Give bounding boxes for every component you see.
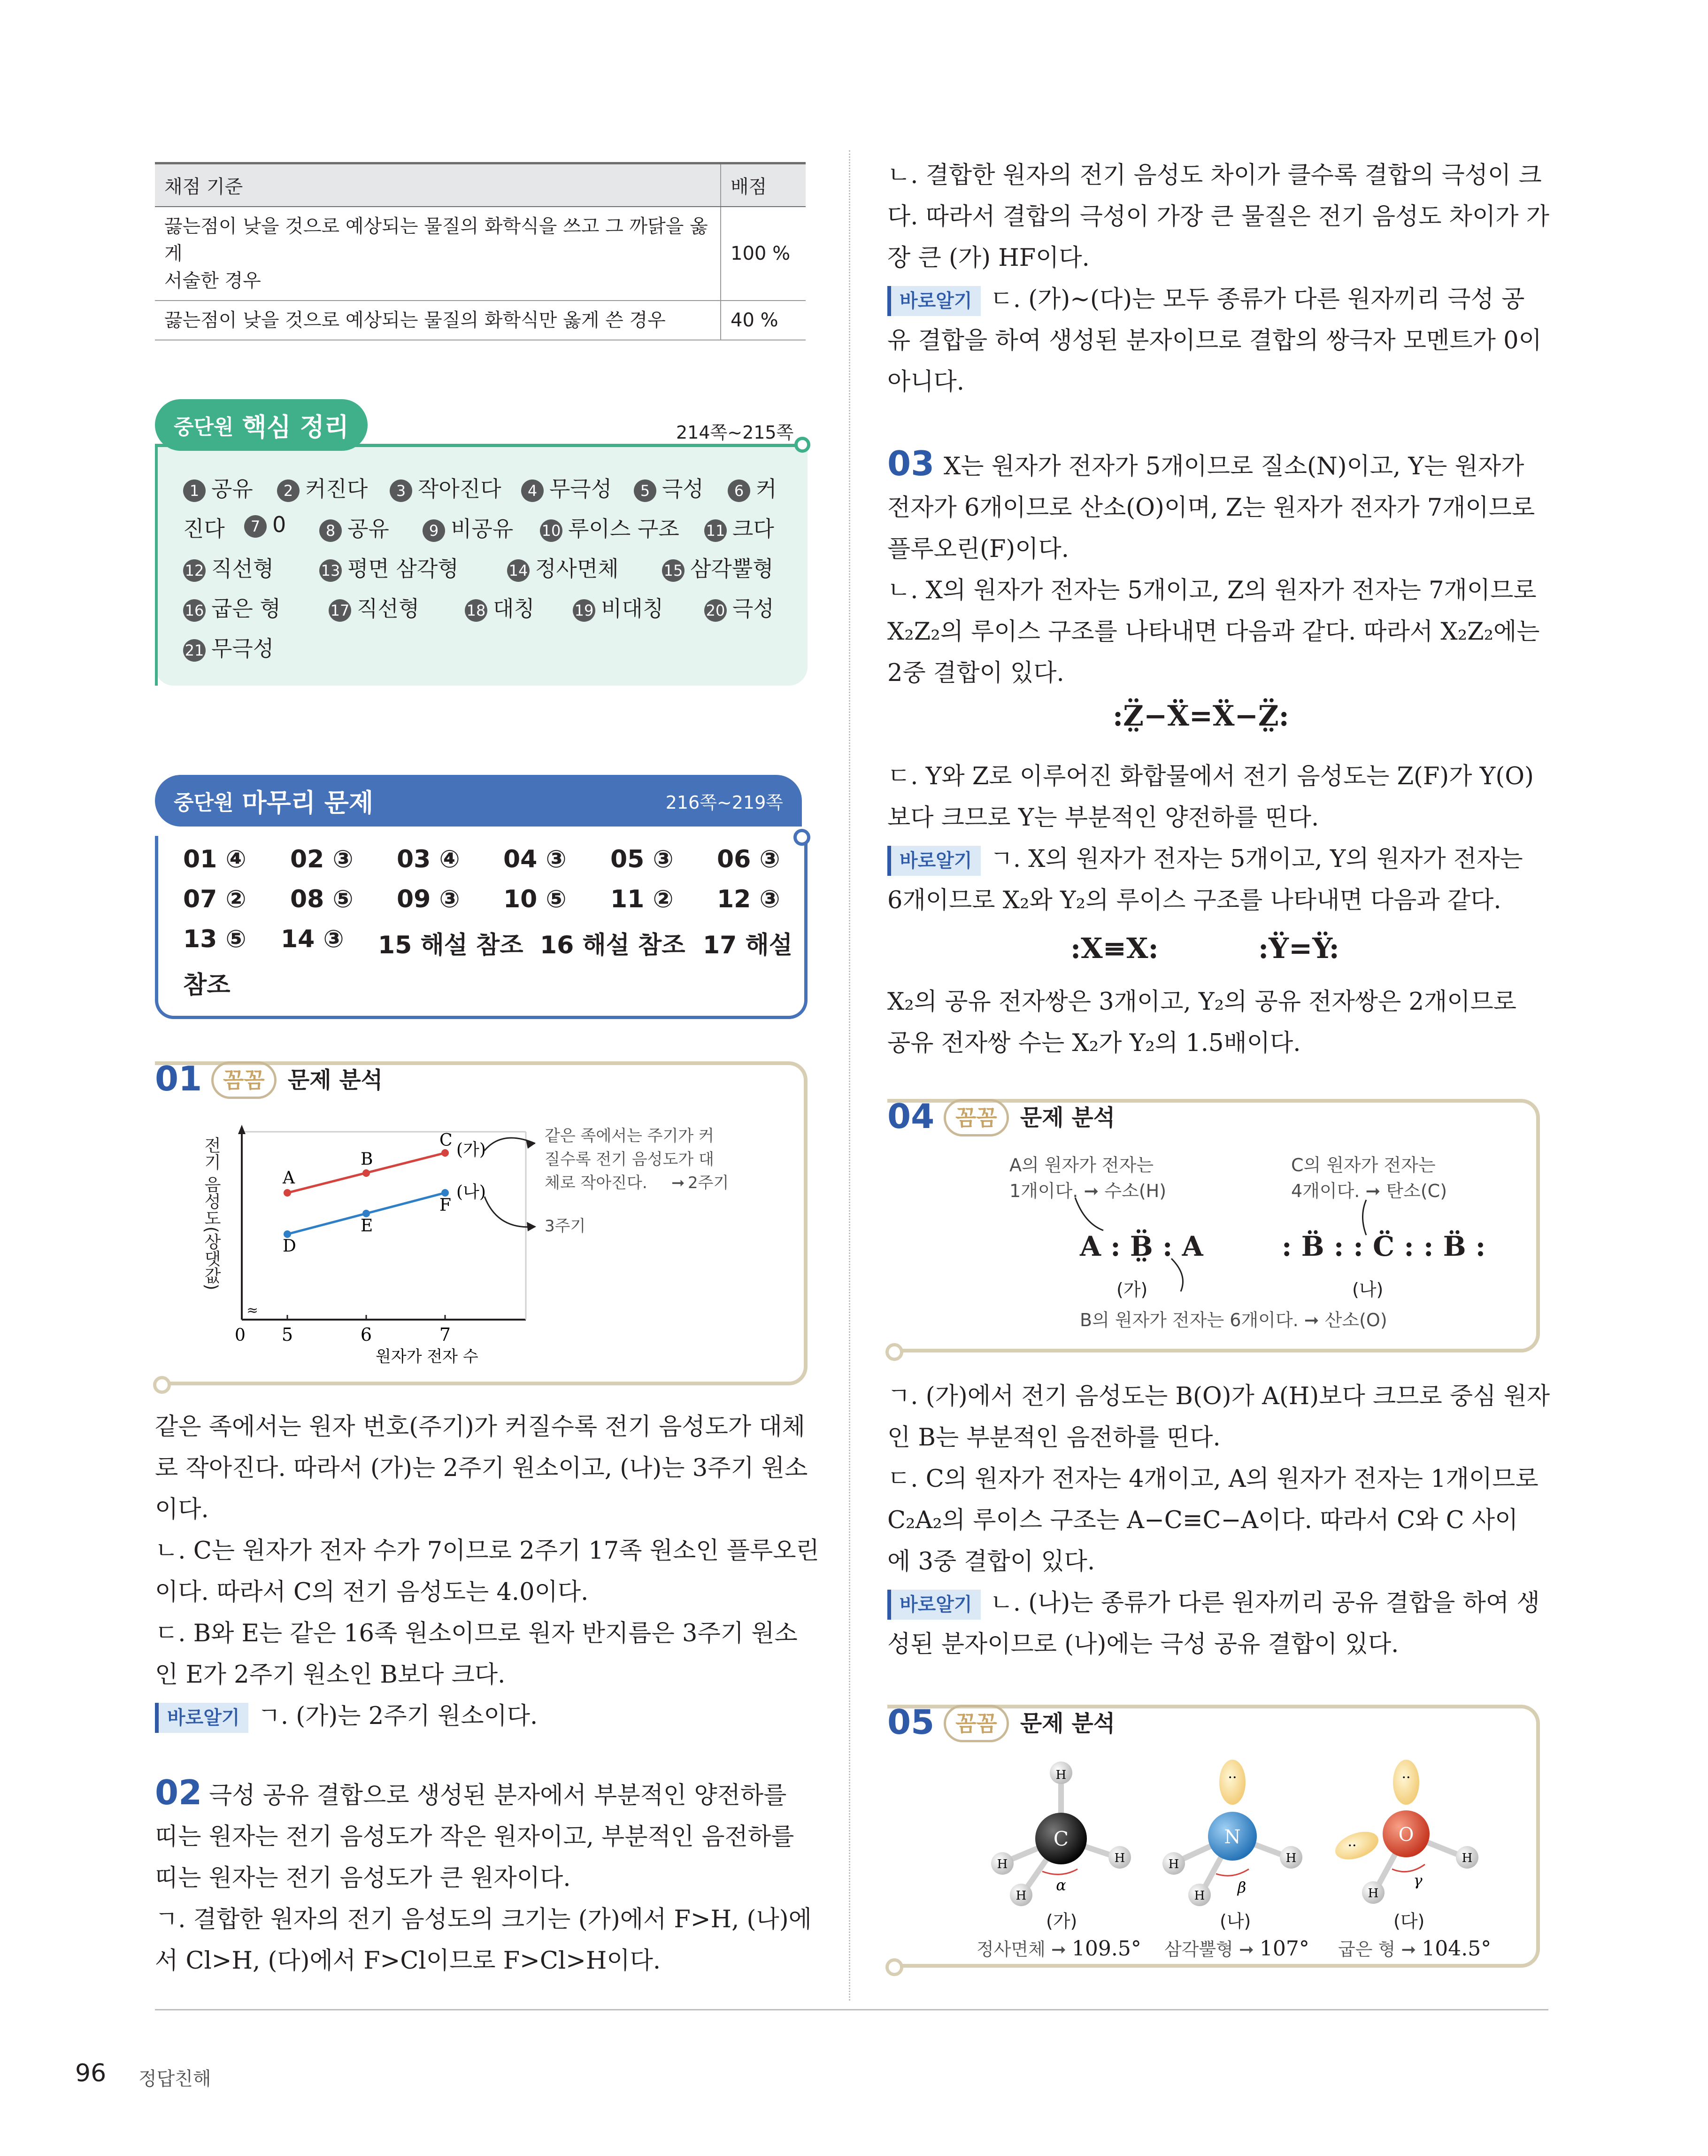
page-number: 96	[75, 2059, 107, 2087]
chart-y-label: 전기 음성도(상댓값)	[201, 1136, 221, 1291]
badge-text: ㄷ. (가)~(다)는 모두 종류가 다른 원자끼리 극성 공	[990, 286, 1525, 313]
atom-symbol: H	[1194, 1889, 1205, 1903]
summary-item: 4 무극성	[521, 472, 612, 503]
analysis-title: 문제 분석	[1020, 1105, 1116, 1131]
summary-item: 17 직선형	[329, 592, 419, 623]
number-badge: 11	[704, 519, 727, 542]
chart-note: 3주기	[545, 1217, 586, 1236]
arrow-glyph: ➞	[1051, 1939, 1066, 1960]
lone-pair	[1331, 1826, 1382, 1865]
summary-item: 7 0	[244, 512, 286, 538]
number-badge: 10	[540, 519, 562, 542]
analysis-header	[211, 1061, 383, 1099]
answer: 01 ④	[183, 845, 246, 873]
point-label: E	[361, 1216, 373, 1236]
text-line: 장 큰 (가) HF이다.	[887, 244, 1090, 272]
text-line: ㄴ. 결합한 원자의 전기 음성도 차이가 클수록 결합의 극성이 크	[887, 162, 1542, 189]
answer: 13 ⑤	[183, 925, 246, 953]
point-label: F	[439, 1196, 451, 1215]
answer: 16 해설 참조	[540, 931, 685, 959]
text-line: 공유 전자쌍 수는 X₂가 Y₂의 1.5배이다.	[887, 1029, 1301, 1057]
summary-item: 1 공유	[183, 472, 253, 503]
tag-title: 마무리 문제	[242, 788, 374, 818]
footer-title: 정답친해	[138, 2068, 211, 2090]
answer: 07 ②	[183, 885, 246, 913]
atom-symbol: N	[1224, 1826, 1241, 1848]
text-line: 아니다.	[887, 368, 965, 396]
number-badge: 4	[521, 479, 544, 502]
molecule-ga	[991, 1762, 1131, 1906]
summary-item: 8 공유	[319, 512, 389, 543]
answer: 15 해설 참조	[378, 931, 523, 959]
atom-symbol: O	[1398, 1824, 1414, 1846]
text-line	[887, 279, 1524, 320]
arrow-glyph: ➞	[1401, 1939, 1416, 1960]
electronegativity-chart	[197, 1122, 784, 1376]
summary-item: 12 직선형	[183, 552, 274, 583]
text-line: 6개이므로 X₂와 Y₂의 루이스 구조를 나타내면 다음과 같다.	[887, 887, 1501, 914]
number-badge: 9	[423, 519, 445, 542]
badge-text: ㄱ. X의 원자가 전자는 5개이고, Y의 원자가 전자는	[990, 845, 1523, 873]
analysis-header	[944, 1705, 1115, 1742]
molecule-label: (나)	[1220, 1911, 1251, 1932]
answer: 04 ③	[503, 845, 567, 873]
summary-tag	[155, 399, 368, 451]
chart-x-label: 원자가 전자 수	[376, 1347, 478, 1366]
answer: 09 ③	[397, 885, 460, 913]
text-line: X₂의 공유 전자쌍은 3개이고, Y₂의 공유 전자쌍은 2개이므로	[887, 988, 1517, 1016]
summary-item: 13 평면 삼각형	[319, 552, 459, 583]
arrow	[1075, 1198, 1103, 1230]
axis-break: ≈	[246, 1302, 259, 1319]
summary-rule-dot	[794, 437, 810, 453]
figure-note: B의 원자가 전자는 6개이다. ➞ 산소(O)	[1080, 1310, 1387, 1330]
number-badge: 18	[465, 599, 487, 622]
text-line: ㄴ. X의 원자가 전자는 5개이고, Z의 원자가 전자는 7개이므로	[887, 577, 1537, 604]
figure-note: 4개이다. ➞ 탄소(C)	[1291, 1181, 1447, 1201]
atom-symbol: H	[1114, 1851, 1125, 1865]
number-badge: 17	[329, 599, 351, 622]
angle-symbol: γ	[1413, 1871, 1423, 1889]
answer: 06 ③	[717, 845, 780, 873]
text-line: 보다 크므로 Y는 부분적인 양전하를 띤다.	[887, 804, 1319, 832]
molecule-label: (가)	[1046, 1911, 1077, 1932]
text-line: 다. 따라서 결합의 극성이 가장 큰 물질은 전기 음성도 차이가 가	[887, 203, 1549, 231]
question-number: 04	[887, 1097, 935, 1136]
point-B	[362, 1169, 370, 1177]
text-line: 인 E가 2주기 원소인 B보다 크다.	[155, 1661, 506, 1689]
lewis-structure: :Z̤̈−Ẍ=Ẍ−Z̤̈:	[1113, 700, 1289, 733]
table-cell-score: 40 %	[721, 301, 806, 340]
molecule-label: (나)	[1352, 1279, 1384, 1300]
angle-symbol: α	[1056, 1876, 1066, 1894]
tag-title: 핵심 정리	[242, 412, 349, 442]
arrow-glyph: ➞	[671, 1174, 685, 1192]
chart-note: 같은 족에서는 주기가 커	[545, 1127, 714, 1145]
kkomkkom-badge: 꼼꼼	[944, 1705, 1009, 1742]
text-line: 에 3중 결합이 있다.	[887, 1548, 1095, 1576]
summary-item: 5 극성	[634, 472, 704, 503]
text-line: ㄷ. C의 원자가 전자는 4개이고, A의 원자가 전자는 1개이므로	[887, 1465, 1539, 1493]
barro-algi-badge: 바로알기	[887, 1590, 981, 1620]
number-badge: 16	[183, 599, 206, 622]
point-label: C	[439, 1131, 453, 1150]
angle-symbol: β	[1237, 1878, 1246, 1896]
summary-item: 10 루이스 구조	[540, 512, 679, 543]
arrow	[1363, 1200, 1367, 1235]
text-line: X₂Z₂의 루이스 구조를 나타내면 다음과 같다. 따라서 X₂Z₂에는	[887, 618, 1540, 646]
lewis-structure: :Ÿ=Ÿ:	[1258, 932, 1339, 965]
text-line: ㄴ. C는 원자가 전자 수가 7이므로 2주기 17족 원소인 플루오린	[155, 1537, 819, 1565]
table-row	[155, 207, 806, 301]
text-line: 플루오린(F)이다.	[887, 535, 1069, 563]
text-line: 서 Cl>H, (다)에서 F>Cl이므로 F>Cl>H이다.	[155, 1947, 661, 1975]
barro-algi-badge: 바로알기	[887, 286, 981, 316]
number-badge: 2	[277, 479, 300, 502]
answer: 11 ②	[610, 885, 674, 913]
atom-symbol: C	[1053, 1827, 1069, 1850]
number-badge: 19	[573, 599, 595, 622]
number-badge: 8	[319, 519, 342, 542]
molecule-na	[1162, 1760, 1302, 1906]
summary-item: 3 작아진다	[390, 472, 501, 503]
summary-item: 18 대칭	[465, 592, 535, 623]
number-badge: 14	[507, 559, 530, 582]
lewis-structure: :X≡X:	[1070, 932, 1159, 965]
text-line	[887, 1583, 1540, 1624]
answer: 02 ③	[290, 845, 354, 873]
text-line: 이다. 따라서 C의 전기 음성도는 4.0이다.	[155, 1578, 589, 1606]
answer: 14 ③	[281, 925, 344, 953]
text-line: 유 결합을 하여 생성된 분자이므로 결합의 쌍극자 모멘트가 0이	[887, 327, 1542, 355]
lewis-structure-na: : B̈ : : C̈ : : B̈ :	[1282, 1230, 1486, 1262]
table-row	[155, 301, 806, 340]
criterion-line: 끓는점이 낮을 것으로 예상되는 물질의 화학식을 쓰고 그 까닭을 옳게	[164, 216, 708, 264]
table-header-score: 배점	[721, 163, 806, 207]
answer: 12 ③	[717, 885, 780, 913]
arrow-head	[526, 1139, 535, 1149]
analysis-dot	[153, 1376, 171, 1394]
lone-pair-dots: ··	[1401, 1770, 1411, 1786]
text-line: ㄷ. Y와 Z로 이루어진 화합물에서 전기 음성도는 Z(F)가 Y(O)	[887, 763, 1534, 790]
atom-symbol: H	[1462, 1851, 1473, 1865]
chart-note: 체로 작아진다.	[545, 1174, 647, 1192]
point-A	[284, 1189, 291, 1197]
molecule-label: (다)	[1393, 1911, 1425, 1932]
summary-item: 19 비대칭	[573, 592, 663, 623]
text-line: 로 작아진다. 따라서 (가)는 2주기 원소이고, (나)는 3주기 원소	[155, 1454, 808, 1482]
chart-note: 2주기	[688, 1174, 729, 1192]
text-line: 2중 결합이 있다.	[887, 659, 1064, 687]
atom-symbol: H	[1368, 1886, 1379, 1901]
point-label: D	[283, 1236, 296, 1256]
figure-note: C의 원자가 전자는	[1291, 1155, 1436, 1175]
badge-text: ㄱ. (가)는 2주기 원소이다.	[257, 1702, 538, 1730]
number-badge: 7	[244, 515, 267, 538]
table-cell-criterion: 끓는점이 낮을 것으로 예상되는 물질의 화학식만 옳게 쓴 경우	[155, 301, 721, 340]
y-axis-arrow	[238, 1125, 246, 1134]
analysis-title: 문제 분석	[287, 1067, 383, 1093]
point-label: B	[361, 1150, 373, 1169]
summary-item: 15 삼각뿔형	[662, 552, 774, 583]
analysis-dot	[885, 1343, 903, 1361]
summary-item: 20 극성	[704, 592, 774, 623]
molecule-shape: 정사면체 ➞ 109.5°	[977, 1937, 1141, 1961]
point-C	[441, 1149, 449, 1157]
answer: 08 ⑤	[290, 885, 354, 913]
molecule-label: (가)	[1116, 1279, 1148, 1300]
summary-item: 16 굽은 형	[183, 592, 281, 623]
table-cell-criterion	[155, 207, 721, 301]
text-line: ㄱ. 결합한 원자의 전기 음성도의 크기는 (가)에서 F>H, (나)에	[155, 1906, 812, 1933]
analysis-header	[944, 1099, 1115, 1136]
chart-note: 질수록 전기 음성도가 대	[545, 1150, 714, 1169]
series-na-label: (나)	[456, 1182, 486, 1202]
analysis-dot	[885, 1958, 903, 1976]
number-badge: 15	[662, 559, 685, 582]
review-pages: 216쪽~219쪽	[665, 792, 783, 813]
column-divider	[849, 150, 850, 2001]
text-line: 성된 분자이므로 (나)에는 극성 공유 결합이 있다.	[887, 1631, 1399, 1658]
x-tick-label: 6	[360, 1324, 372, 1345]
summary-item: 11 크다	[704, 512, 774, 543]
table-cell-score: 100 %	[721, 207, 806, 301]
number-badge: 3	[390, 479, 412, 502]
atom-symbol: H	[1016, 1889, 1027, 1903]
lone-pair-dots: ··	[1228, 1770, 1237, 1786]
arrow-glyph: ➞	[1239, 1939, 1254, 1960]
arrow-head	[527, 1222, 536, 1231]
text-line: 인 B는 부분적인 음전하를 띤다.	[887, 1424, 1221, 1452]
summary-item: 9 비공유	[423, 512, 513, 543]
kkomkkom-badge: 꼼꼼	[211, 1061, 277, 1099]
summary-pages: 214쪽~215쪽	[676, 422, 794, 443]
number-badge: 6	[728, 479, 750, 502]
summary-left-rule	[155, 446, 158, 686]
question-number: 02	[155, 1773, 202, 1812]
criterion-line: 서술한 경우	[164, 270, 261, 292]
molecule-da	[1331, 1760, 1478, 1904]
text-line: ㄷ. B와 E는 같은 16족 원소이므로 원자 반지름은 3주기 원소	[155, 1620, 798, 1647]
figure-arrows	[1056, 1198, 1385, 1306]
text-line: 같은 족에서는 원자 번호(주기)가 커질수록 전기 음성도가 대체	[155, 1413, 805, 1441]
atom-symbol: H	[1168, 1857, 1179, 1871]
analysis-title: 문제 분석	[1020, 1710, 1116, 1737]
kkomkkom-badge: 꼼꼼	[944, 1099, 1009, 1136]
summary-item: 14 정사면체	[507, 552, 619, 583]
text-line	[155, 1696, 538, 1737]
number-badge: 21	[183, 639, 206, 662]
summary-item: 진다	[183, 516, 225, 541]
text-line: X는 원자가 전자가 5개이므로 질소(N)이고, Y는 원자가	[944, 453, 1524, 480]
answer: 05 ③	[610, 845, 674, 873]
barro-algi-badge: 바로알기	[155, 1703, 248, 1733]
arrow-glyph: ➞	[1304, 1310, 1319, 1330]
point-label: A	[283, 1168, 295, 1188]
text-line: 이다.	[155, 1496, 209, 1523]
text-line: C₂A₂의 루이스 구조는 A−C≡C−A이다. 따라서 C와 C 사이	[887, 1507, 1518, 1534]
answer: 참조	[183, 971, 231, 999]
tag-prefix: 중단원	[174, 791, 234, 815]
text-line: 띠는 원자는 전기 음성도가 큰 원자이다.	[155, 1864, 571, 1892]
chart-origin: 0	[235, 1326, 246, 1345]
review-tag	[155, 775, 802, 827]
question-number: 01	[155, 1059, 202, 1098]
atom-symbol: H	[997, 1857, 1008, 1871]
number-badge: 1	[183, 479, 206, 502]
badge-text: ㄴ. (나)는 종류가 다른 원자끼리 공유 결합을 하여 생	[990, 1589, 1540, 1617]
text-line: 전자가 6개이므로 산소(O)이며, Z는 원자가 전자가 7개이므로	[887, 494, 1535, 522]
text-line: 극성 공유 결합으로 생성된 분자에서 부분적인 양전하를	[209, 1782, 787, 1809]
molecule-shape: 굽은 형 ➞ 104.5°	[1338, 1937, 1492, 1961]
x-tick-label: 7	[439, 1324, 451, 1345]
text-line: 띠는 원자는 전기 음성도가 작은 원자이고, 부분적인 음전하를	[155, 1823, 794, 1851]
summary-item: 2 커진다	[277, 472, 368, 503]
table-header-criterion: 채점 기준	[155, 163, 721, 207]
lone-pair-dots: ··	[1347, 1838, 1357, 1854]
question-number: 03	[887, 444, 935, 483]
answer: 03 ④	[397, 845, 460, 873]
summary-item: 6 커	[728, 472, 777, 503]
answer: 10 ⑤	[503, 885, 567, 913]
arrow	[1171, 1259, 1183, 1291]
lewis-structure-ga: A : B̤̈ : A	[1080, 1230, 1203, 1262]
barro-algi-badge: 바로알기	[887, 846, 981, 876]
number-badge: 12	[183, 559, 206, 582]
figure-note: A의 원자가 전자는	[1009, 1155, 1154, 1175]
text-line: ㄱ. (가)에서 전기 음성도는 B(O)가 A(H)보다 크므로 중심 원자	[887, 1383, 1550, 1410]
answer: 17 해설	[703, 931, 792, 959]
number-badge: 5	[634, 479, 656, 502]
number-badge: 20	[704, 599, 727, 622]
text-line	[887, 839, 1523, 880]
tag-prefix: 중단원	[174, 415, 234, 439]
figure-note: 1개이다. ➞ 수소(H)	[1009, 1181, 1167, 1201]
question-number: 05	[887, 1702, 935, 1742]
molecule-shape: 삼각뿔형 ➞ 107°	[1164, 1937, 1309, 1961]
footer-rule	[155, 2009, 1548, 2010]
x-tick-label: 5	[281, 1324, 293, 1345]
scoring-table	[155, 162, 806, 340]
summary-item: 21 무극성	[183, 632, 274, 663]
number-badge: 13	[319, 559, 342, 582]
series-ga-label: (가)	[456, 1140, 486, 1159]
review-rule-dot	[793, 829, 810, 846]
arrow-glyph: ➞	[1365, 1181, 1381, 1201]
atom-symbol: H	[1055, 1768, 1067, 1782]
arrow-glyph: ➞	[1084, 1181, 1099, 1201]
atom-symbol: H	[1285, 1851, 1297, 1865]
